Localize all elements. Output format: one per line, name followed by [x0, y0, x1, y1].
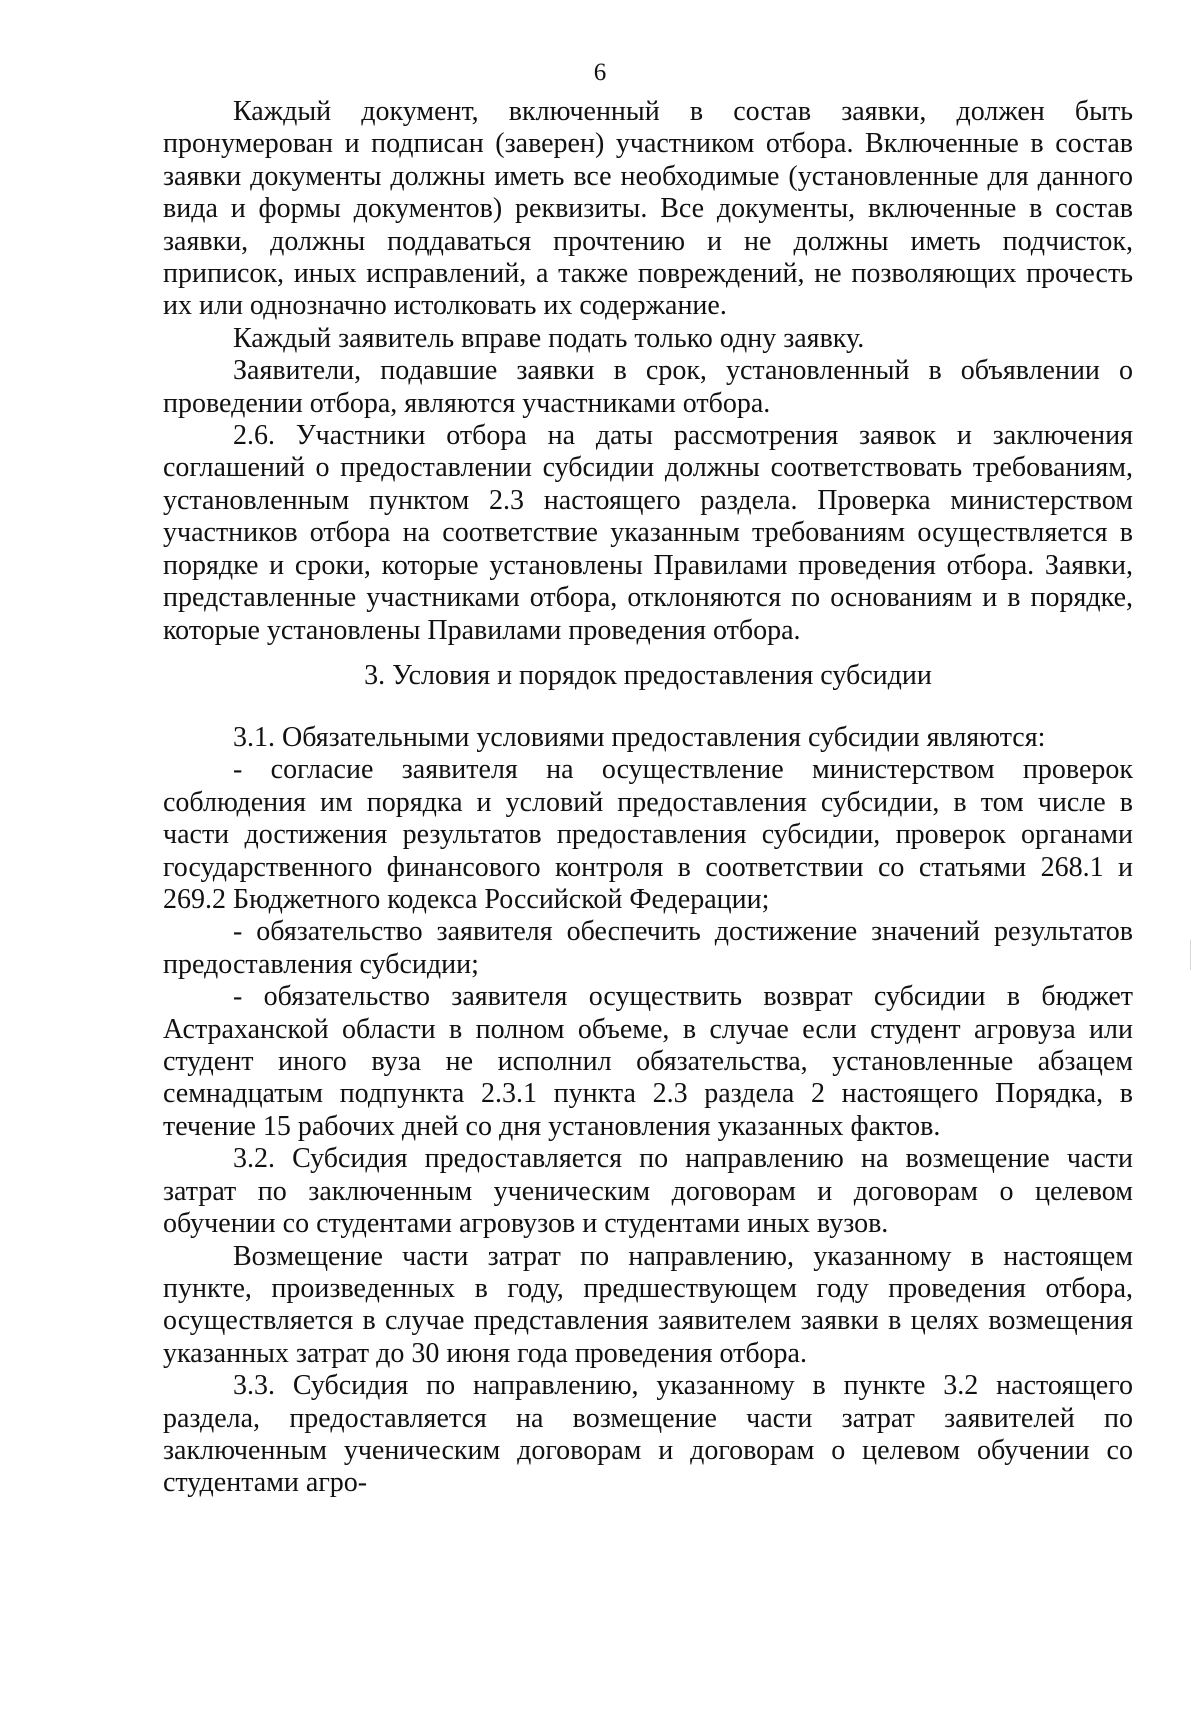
paragraph-condition-consent: - согласие заявителя на осуществление министерством проверок соблюдения им порядка и условий предоставления субсидии, в том числе в части достижения результатов предоставления субсидии, проверок органами государственного финансового контроля в соответствии со статьями 268.1 и 269.2 Бюджетного кодекса Российской Федерации;	[163, 754, 1133, 916]
section-3-body	[163, 722, 1133, 1500]
section-2-continuation	[163, 96, 1133, 647]
paragraph-3-1: 3.1. Обязательными условиями предоставления субсидии являются:	[233, 722, 1046, 753]
paragraph-document-requirements: Каждый документ, включенный в состав заявки, должен быть пронумерован и подписан (заверен) участником отбора. Включенные в состав заявки документы должны иметь все необходимые (установленные для данного вида и формы документов) реквизиты. Все документы, включенные в состав заявки, должны поддаваться прочтению и не должны иметь подчисток, приписок, иных исправлений, а также повреждений, не позволяющих прочесть их или однозначно истолковать их содержание.	[163, 96, 1133, 322]
paragraph-reimbursement: Возмещение части затрат по направлению, указанному в настоящем пункте, произведенных в году, предшествующем году проведения отбора, осуществляется в случае представления заявителем заявки в целях возмещения указанных затрат до 30 июня года проведения отбора.	[163, 1240, 1133, 1369]
paragraph-3-2: 3.2. Субсидия предоставляется по направлению на возмещение части затрат по заключенным ученическим договорам и договорам о целевом обучении со студентами агровузов и студентами иных вузов.	[163, 1143, 1133, 1240]
paragraph-2-6: 2.6. Участники отбора на даты рассмотрения заявок и заключения соглашений о предоставлении субсидии должны соответствовать требованиям, установленным пунктом 2.3 настоящего раздела. Проверка министерством участников отбора на соответствие указанным требованиям осуществляется в порядке и сроки, которые установлены Правилами проведения отбора. Заявки, представленные участниками отбора, отклоняются по основаниям и в порядке, которые установлены Правилами проведения отбора.	[163, 420, 1133, 646]
section-3-heading: 3. Условия и порядок предоставления субсидии	[364, 660, 932, 691]
scan-edge-mark	[1190, 940, 1191, 970]
page-number: 6	[593, 59, 607, 86]
paragraph-applicants-participants: Заявители, подавшие заявки в срок, установленный в объявлении о проведении отбора, являются участниками отбора.	[163, 355, 1133, 419]
paragraph-condition-results: - обязательство заявителя обеспечить достижение значений результатов предоставления субсидии;	[163, 916, 1133, 980]
paragraph-3-3: 3.3. Субсидия по направлению, указанному в пункте 3.2 настоящего раздела, предоставляется на возмещение части затрат заявителей по заключенным ученическим договорам и договорам о целевом обучении со студентами агро-	[163, 1370, 1133, 1499]
paragraph-one-application: Каждый заявитель вправе подать только одну заявку.	[233, 322, 865, 354]
paragraph-condition-refund: - обязательство заявителя осуществить возврат субсидии в бюджет Астраханской области в полном объеме, в случае если студент агровуза или студент иного вуза не исполнил обязательства, установленные абзацем семнадцатым подпункта 2.3.1 пункта 2.3 раздела 2 настоящего Порядка, в течение 15 рабочих дней со дня установления указанных фактов.	[163, 981, 1133, 1142]
